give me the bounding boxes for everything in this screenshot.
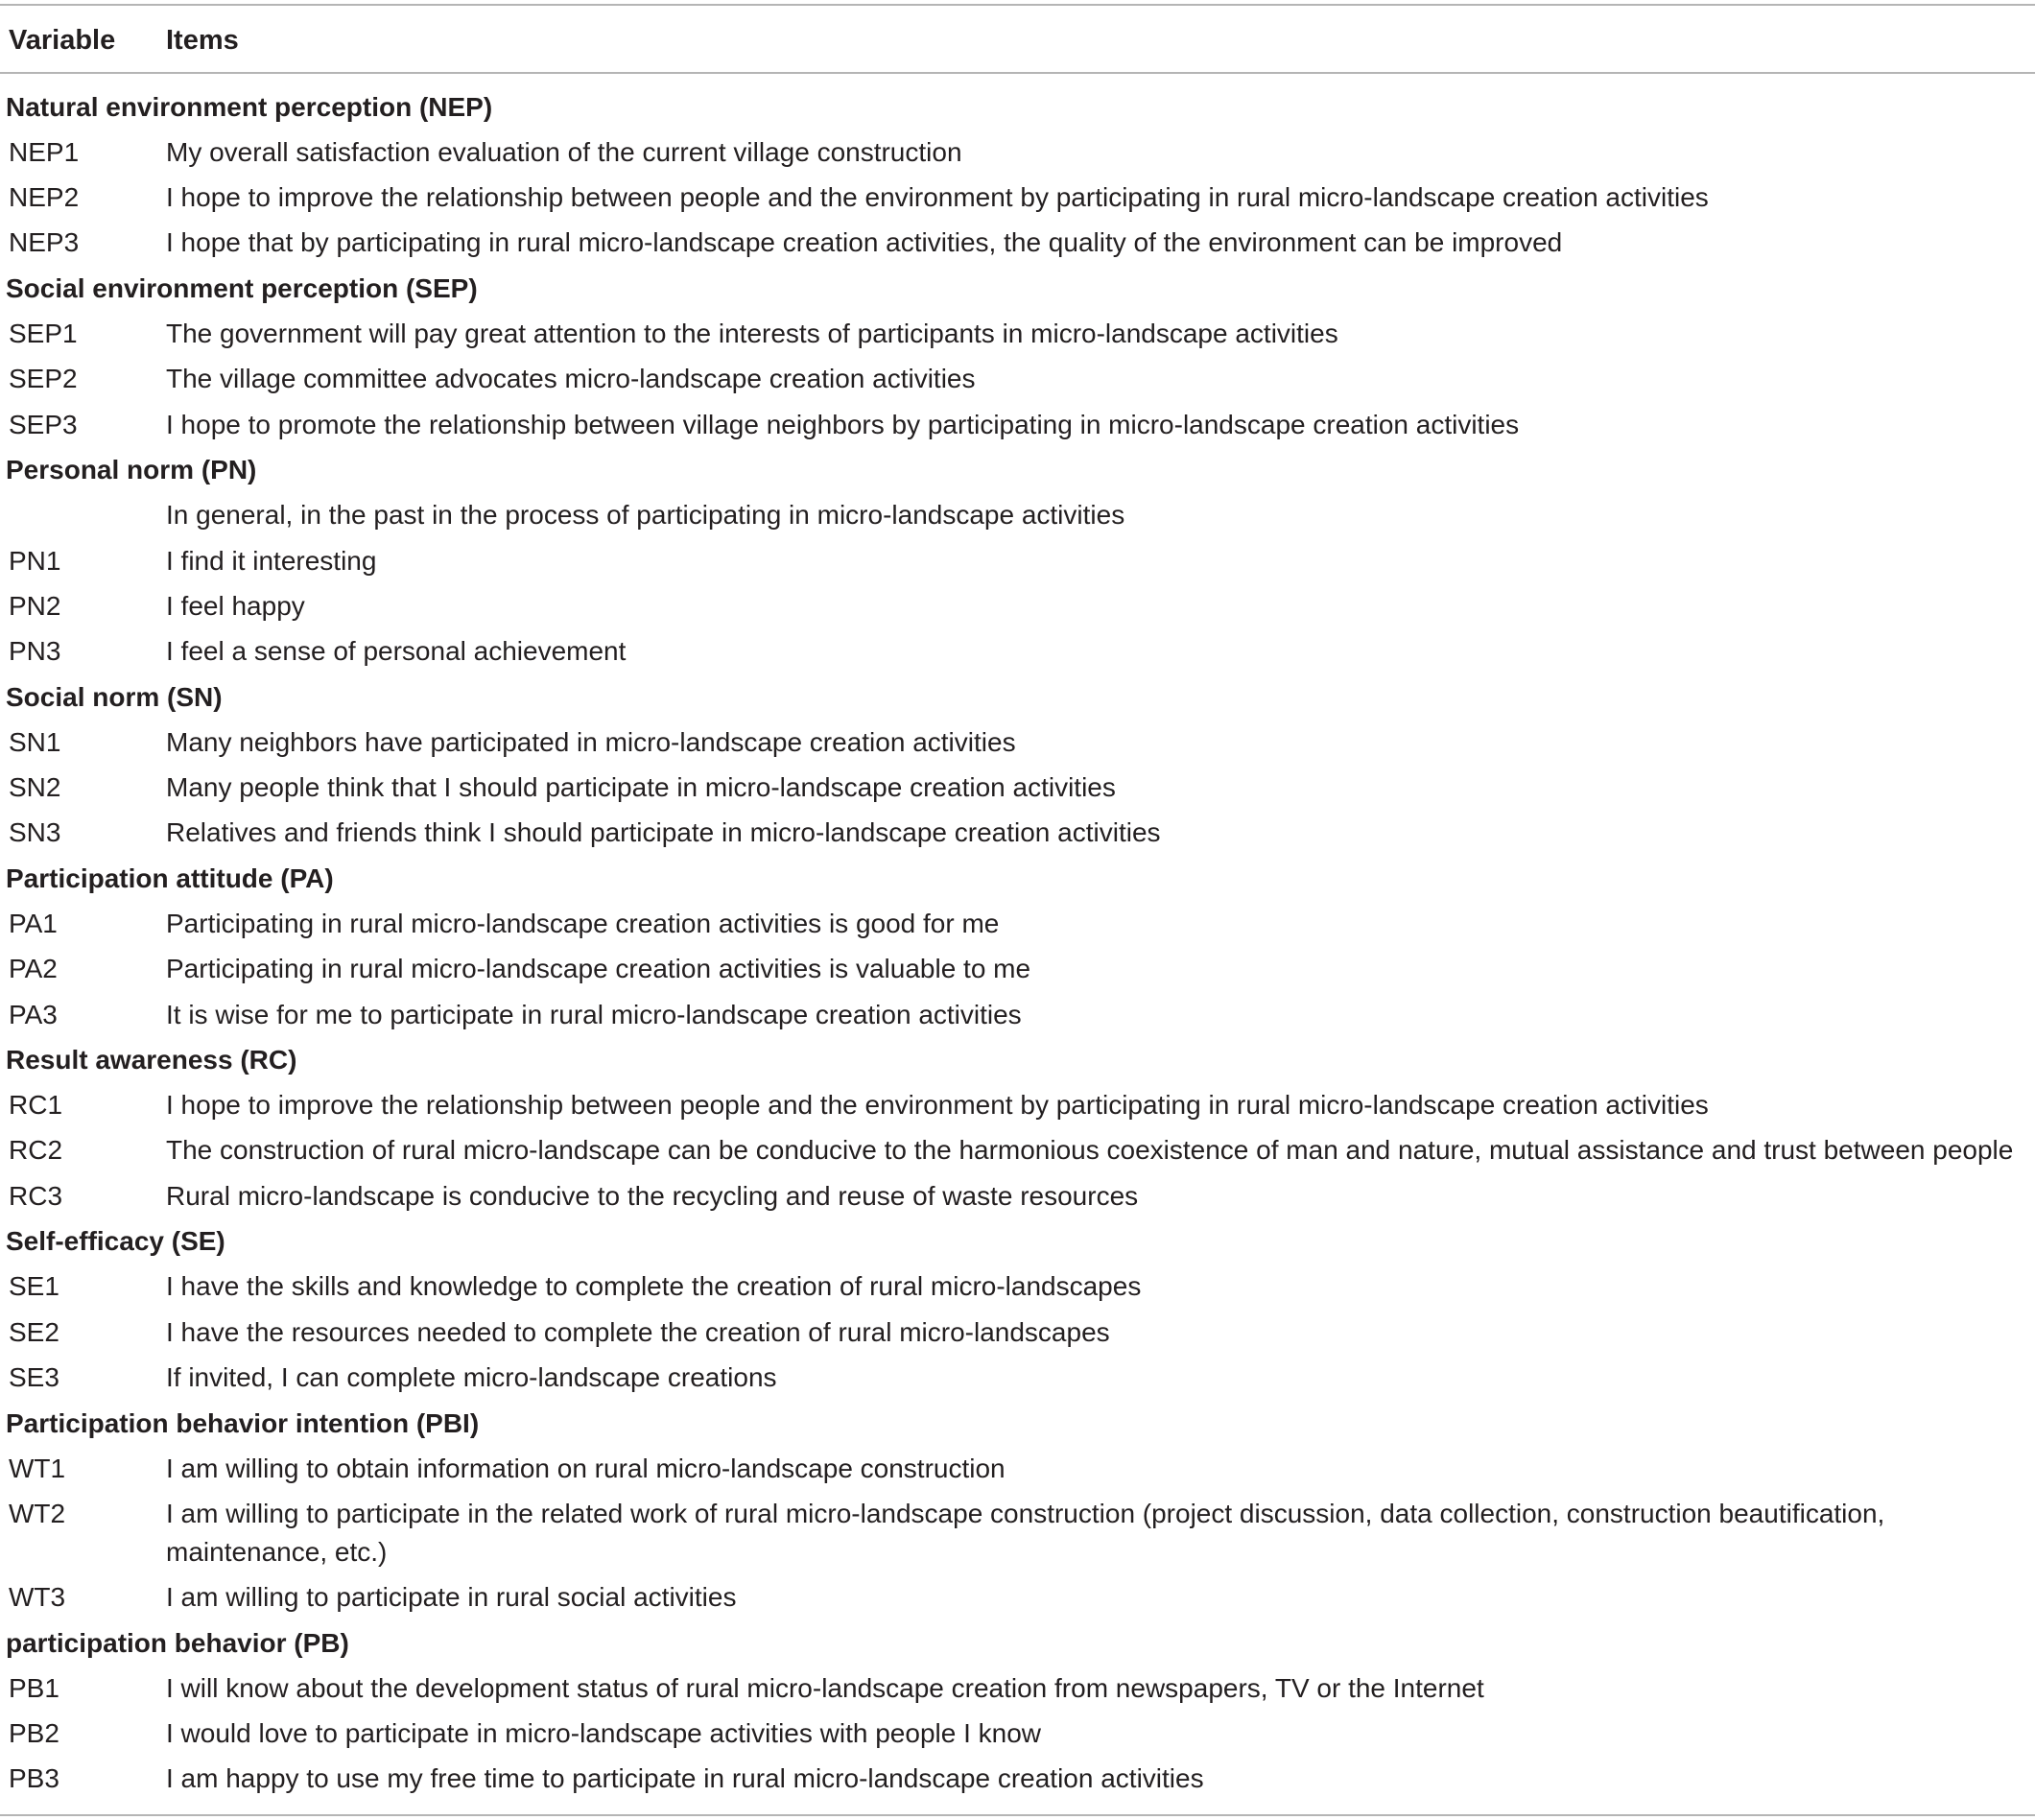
table-row <box>0 1265 2035 1310</box>
item-text: Rural micro-landscape is conducive to the recycling and reuse of waste resources <box>166 1180 1139 1211</box>
item-text: The village committee advocates micro-landscape creation activities <box>166 364 976 394</box>
item-code: NEP3 <box>9 227 80 258</box>
header-variable: Variable <box>9 25 116 56</box>
item-code: SN1 <box>9 726 61 757</box>
item-text: I am willing to obtain information on rural micro-landscape construction <box>166 1453 1006 1483</box>
table-row <box>0 992 2035 1037</box>
item-code: SE1 <box>9 1271 59 1302</box>
item-text: It is wise for me to participate in rural micro-landscape creation activities <box>166 999 1022 1029</box>
section-title: Natural environment perception (NEP) <box>6 92 493 122</box>
item-code: WT2 <box>9 1498 66 1528</box>
table-row <box>0 1446 2035 1491</box>
item-text: I feel a sense of personal achievement <box>166 636 627 667</box>
item-code: WT3 <box>9 1582 66 1613</box>
header-bottom-rule <box>0 72 2035 74</box>
item-text: In general, in the past in the process of participating in micro-landscape activities <box>166 500 1125 531</box>
item-code: PB2 <box>9 1717 59 1748</box>
item-text: Many neighbors have participated in micro-landscape creation activities <box>166 726 1016 757</box>
item-code: PN2 <box>9 590 61 621</box>
item-code: PA1 <box>9 908 58 938</box>
table-row <box>0 901 2035 946</box>
table-row <box>0 130 2035 175</box>
section-row <box>0 856 2035 901</box>
item-text: I hope to promote the relationship between village neighbors by participating in micro-landscape creation activities <box>166 409 1520 439</box>
item-code: RC2 <box>9 1135 63 1166</box>
table-row <box>0 720 2035 765</box>
item-code: PA2 <box>9 954 58 984</box>
section-row <box>0 1037 2035 1082</box>
table-row <box>0 1310 2035 1355</box>
item-code: PB3 <box>9 1763 59 1794</box>
table-top-rule <box>0 4 2035 6</box>
item-code: RC1 <box>9 1090 63 1121</box>
table-row <box>0 1083 2035 1128</box>
section-title: Social environment perception (SEP) <box>6 273 478 304</box>
table-row <box>0 402 2035 447</box>
item-text: The government will pay great attention to the interests of participants in micro-landscape activities <box>166 319 1338 349</box>
table-row <box>0 493 2035 538</box>
table-row <box>0 765 2035 810</box>
item-code: SE2 <box>9 1316 59 1347</box>
section-row <box>0 674 2035 720</box>
section-title: Participation attitude (PA) <box>6 863 334 894</box>
item-text: I have the resources needed to complete the creation of rural micro-landscapes <box>166 1316 1110 1347</box>
table-bottom-rule <box>0 1814 2035 1816</box>
item-text: Many people think that I should participate in micro-landscape creation activities <box>166 772 1116 803</box>
item-text: I have the skills and knowledge to complete the creation of rural micro-landscapes <box>166 1271 1142 1302</box>
item-text: I am willing to participate in rural social activities <box>166 1582 737 1613</box>
section-title: Result awareness (RC) <box>6 1045 297 1075</box>
item-code: WT1 <box>9 1453 66 1483</box>
table-row <box>0 1711 2035 1756</box>
item-text: Relatives and friends think I should participate in micro-landscape creation activities <box>166 817 1161 848</box>
table-row <box>0 947 2035 992</box>
item-code: PB1 <box>9 1672 59 1703</box>
section-row <box>0 447 2035 492</box>
item-text: I hope to improve the relationship between people and the environment by participating in rural micro-landscape creation activities <box>166 182 1709 213</box>
section-title: participation behavior (PB) <box>6 1627 349 1658</box>
item-code: PA3 <box>9 999 58 1029</box>
item-code: NEP1 <box>9 136 80 167</box>
table-row <box>0 357 2035 402</box>
table-row <box>0 1574 2035 1619</box>
table-row <box>0 583 2035 628</box>
table-header <box>0 19 2035 61</box>
table-row <box>0 1666 2035 1711</box>
item-code: SN2 <box>9 772 61 803</box>
item-text: I would love to participate in micro-landscape activities with people I know <box>166 1717 1042 1748</box>
table-row <box>0 811 2035 856</box>
section-row <box>0 1218 2035 1264</box>
item-code: NEP2 <box>9 182 80 213</box>
section-row <box>0 1620 2035 1666</box>
table-row <box>0 1128 2035 1173</box>
item-text: Participating in rural micro-landscape creation activities is good for me <box>166 908 1000 938</box>
item-code: SEP2 <box>9 364 78 394</box>
item-text: My overall satisfaction evaluation of the current village construction <box>166 136 962 167</box>
item-code: SEP3 <box>9 409 78 439</box>
table-row <box>0 629 2035 674</box>
item-code: RC3 <box>9 1180 63 1211</box>
item-text: If invited, I can complete micro-landscape creations <box>166 1361 777 1392</box>
table-body <box>0 84 2035 1802</box>
table-row <box>0 1355 2035 1400</box>
item-text: Participating in rural micro-landscape creation activities is valuable to me <box>166 954 1031 984</box>
item-text: I will know about the development status of rural micro-landscape creation from newspapers, TV or the Internet <box>166 1672 1484 1703</box>
table-row <box>0 1173 2035 1218</box>
item-text: I feel happy <box>166 590 305 621</box>
item-text: I am happy to use my free time to participate in rural micro-landscape creation activities <box>166 1763 1204 1794</box>
section-title: Self-efficacy (SE) <box>6 1226 225 1257</box>
table-row <box>0 311 2035 356</box>
item-text: I am willing to participate in the related work of rural micro-landscape construction (project discussion, data collection, construction beautification, maintenance, etc.) <box>166 1498 1885 1567</box>
section-row <box>0 266 2035 311</box>
item-code: SEP1 <box>9 319 78 349</box>
section-title: Social norm (SN) <box>6 681 223 712</box>
item-code: PN3 <box>9 636 61 667</box>
section-title: Personal norm (PN) <box>6 455 257 485</box>
item-code: SN3 <box>9 817 61 848</box>
header-items: Items <box>166 25 239 56</box>
section-row <box>0 84 2035 130</box>
table-row <box>0 221 2035 266</box>
section-row <box>0 1401 2035 1446</box>
table-row <box>0 538 2035 583</box>
table-row <box>0 1757 2035 1802</box>
table-row <box>0 176 2035 221</box>
item-code: SE3 <box>9 1361 59 1392</box>
item-text: I find it interesting <box>166 545 377 576</box>
section-title: Participation behavior intention (PBI) <box>6 1407 480 1438</box>
item-text: The construction of rural micro-landscape can be conducive to the harmonious coexistence of man and nature, mutual assistance and trust between people <box>166 1135 2014 1166</box>
item-text: I hope that by participating in rural micro-landscape creation activities, the quality of the environment can be improved <box>166 227 1563 258</box>
item-text: I hope to improve the relationship between people and the environment by participating in rural micro-landscape creation activities <box>166 1090 1709 1121</box>
table-row <box>0 1491 2035 1574</box>
item-code: PN1 <box>9 545 61 576</box>
